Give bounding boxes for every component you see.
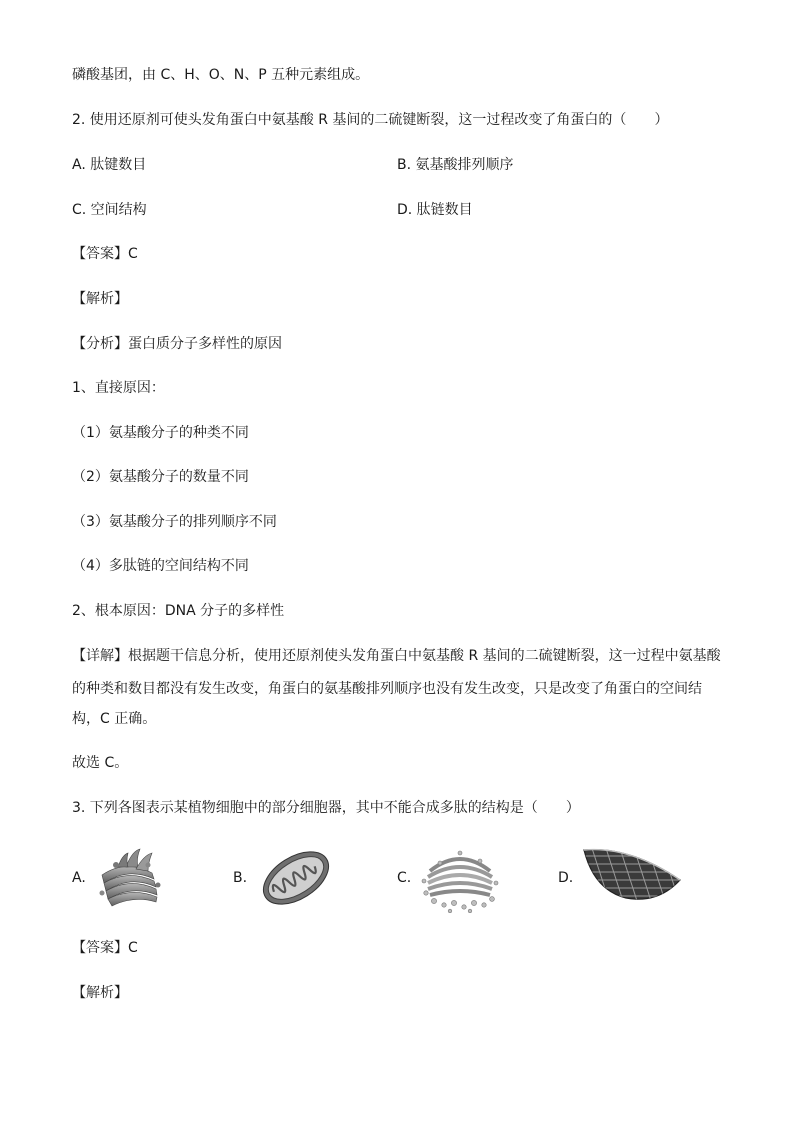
- analysis-heading: 【解析】: [72, 985, 128, 1001]
- fenxi-line: [72, 334, 282, 354]
- text-line: 磷酸基团，由 C、H、O、N、P 五种元素组成。: [72, 67, 370, 83]
- question-2-stem: 2. 使用还原剂可使头发角蛋白中氨基酸 R 基间的二硫键断裂，这一过程改变了角蛋白的（: [72, 112, 627, 128]
- answer-value: C: [128, 246, 138, 262]
- option-c: C. 空间结构: [72, 202, 147, 218]
- conclusion-line: 故选 C。: [72, 755, 129, 771]
- figure-label-a: A.: [72, 870, 86, 886]
- direct-cause-item: （2）氨基酸分子的数量不同: [72, 469, 249, 485]
- rough-er-icon: [420, 843, 500, 913]
- mitochondrion-icon: [258, 843, 334, 913]
- detail-tag: 【详解】: [72, 648, 128, 664]
- direct-cause-item: （1）氨基酸分子的种类不同: [72, 425, 249, 441]
- answer-line: [72, 244, 138, 264]
- detail-line-1: [72, 646, 721, 666]
- answer-tag: 【答案】: [72, 940, 128, 956]
- question-2: [72, 110, 668, 130]
- figure-label-c: C.: [397, 870, 412, 886]
- question-3-stem: 3. 下列各图表示某植物细胞中的部分细胞器，其中不能合成多肽的结构是（: [72, 800, 538, 816]
- answer-tag: 【答案】: [72, 246, 128, 262]
- direct-cause-item: （3）氨基酸分子的排列顺序不同: [72, 514, 277, 530]
- answer-line: [72, 938, 138, 958]
- answer-value: C: [128, 940, 138, 956]
- option-d: D. 肽链数目: [397, 202, 473, 218]
- figure-label-b: B.: [233, 870, 248, 886]
- direct-cause-item: （4）多肽链的空间结构不同: [72, 558, 249, 574]
- golgi-apparatus-icon: [96, 845, 162, 910]
- question-3: [72, 798, 580, 818]
- detail-line-3: 构，C 正确。: [72, 711, 157, 727]
- fenxi-tag: 【分析】: [72, 336, 128, 352]
- chloroplast-icon: [580, 842, 684, 904]
- option-b: B. 氨基酸排列顺序: [397, 157, 514, 173]
- option-a: A. 肽键数目: [72, 157, 147, 173]
- figure-label-d: D.: [558, 870, 574, 886]
- detail-text-1: 根据题干信息分析，使用还原剂使头发角蛋白中氨基酸 R 基间的二硫键断裂，这一过程中氨基酸: [128, 648, 721, 664]
- direct-cause-heading: 1、直接原因：: [72, 380, 165, 396]
- root-cause-line: 2、根本原因：DNA 分子的多样性: [72, 603, 285, 619]
- question-3-close: ）: [565, 800, 580, 816]
- detail-line-2: 的种类和数目都没有发生改变，角蛋白的氨基酸排列顺序也没有发生改变，只是改变了角蛋白的空间结: [72, 681, 702, 697]
- question-2-close: ）: [654, 112, 669, 128]
- analysis-heading: 【解析】: [72, 291, 128, 307]
- fenxi-text: 蛋白质分子多样性的原因: [128, 336, 282, 352]
